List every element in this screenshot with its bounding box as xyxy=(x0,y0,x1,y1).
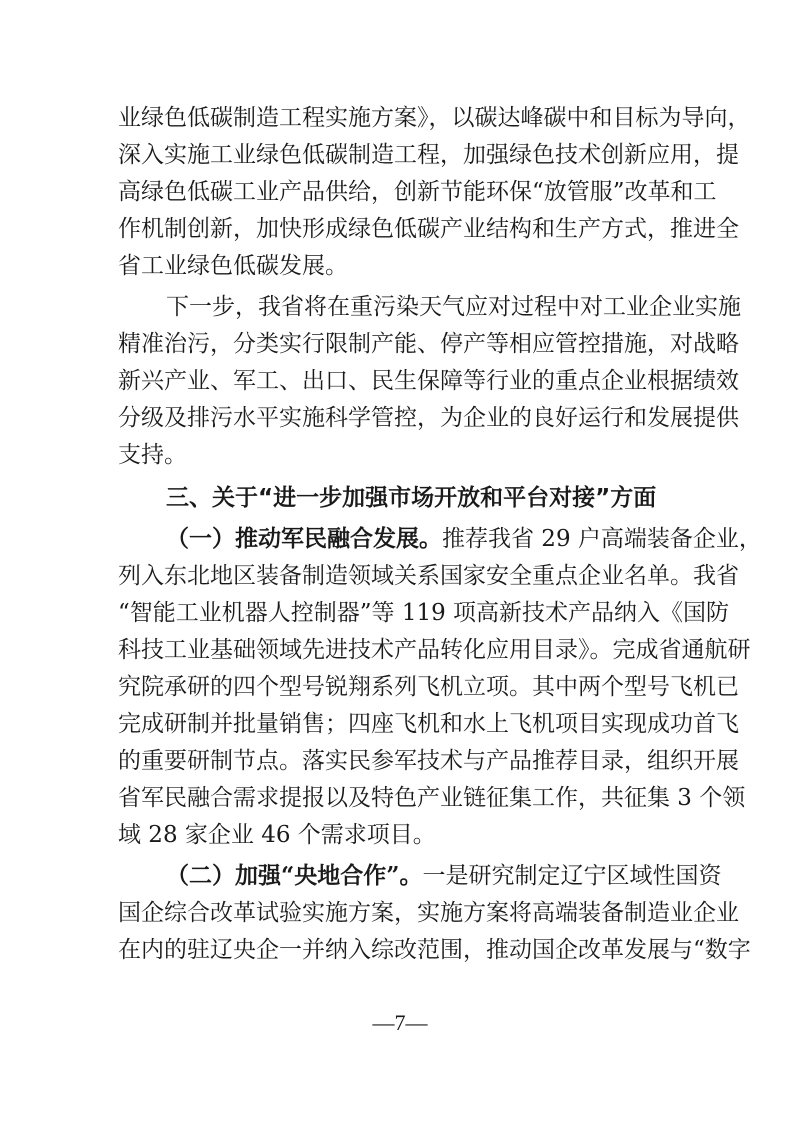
page-number: —7— xyxy=(372,1010,428,1035)
paragraph-line: 下一步，我省将在重污染天气应对过程中对工业企业实施 xyxy=(166,294,741,320)
paragraph-line: 国企综合改革试验实施方案，实施方案将高端装备制造业企业 xyxy=(118,900,739,926)
subsection-line xyxy=(166,858,722,894)
paragraph-line: 究院承研的四个型号锐翔系列飞机立项。其中两个型号飞机已 xyxy=(118,674,739,700)
subsection-line xyxy=(166,521,762,557)
section-heading: 三、关于“进一步加强市场开放和平台对接”方面 xyxy=(166,485,657,511)
paragraph-line: 省工业绿色低碳发展。 xyxy=(118,253,348,279)
paragraph-line: 支持。 xyxy=(118,442,187,468)
paragraph-line: 完成研制并批量销售；四座飞机和水上飞机项目实现成功首飞 xyxy=(118,711,739,737)
subsection-title: （一）推动军民融合发展。 xyxy=(166,525,442,552)
paragraph-line: 精准治污，分类实行限制产能、停产等相应管控措施，对战略 xyxy=(118,331,739,357)
paragraph-line: 的重要研制节点。落实民参军技术与产品推荐目录，组织开展 xyxy=(118,748,739,774)
paragraph-text: 推荐我省 29 户高端装备企业， xyxy=(442,526,762,552)
paragraph-line: 深入实施工业绿色低碳制造工程，加强绿色技术创新应用，提 xyxy=(118,142,739,168)
paragraph-line: 在内的驻辽央企一并纳入综改范围，推动国企改革发展与“数字 xyxy=(118,937,751,963)
paragraph-line: “智能工业机器人控制器”等 119 项高新技术产品纳入《国防 xyxy=(118,600,730,626)
paragraph-line: 分级及排污水平实施科学管控，为企业的良好运行和发展提供 xyxy=(118,405,739,431)
paragraph-line: 列入东北地区装备制造领域关系国家安全重点企业名单。我省 xyxy=(118,563,739,589)
paragraph-line: 域 28 家企业 46 个需求项目。 xyxy=(118,822,436,848)
paragraph-text: 一是研究制定辽宁区域性国资 xyxy=(422,863,722,889)
paragraph-line: 省军民融合需求提报以及特色产业链征集工作，共征集 3 个领 xyxy=(118,785,746,811)
paragraph-line: 业绿色低碳制造工程实施方案》，以碳达峰碳中和目标为导向， xyxy=(118,105,751,131)
paragraph-line: 新兴产业、军工、出口、民生保障等行业的重点企业根据绩效 xyxy=(118,368,739,394)
paragraph-line: 作机制创新，加快形成绿色低碳产业结构和生产方式，推进全 xyxy=(118,216,739,242)
paragraph-line: 高绿色低碳工业产品供给，创新节能环保“放管服”改革和工 xyxy=(118,179,717,205)
paragraph-line: 科技工业基础领域先进技术产品转化应用目录》。完成省通航研 xyxy=(118,637,751,663)
subsection-title: （二）加强“央地合作”。 xyxy=(166,862,423,889)
